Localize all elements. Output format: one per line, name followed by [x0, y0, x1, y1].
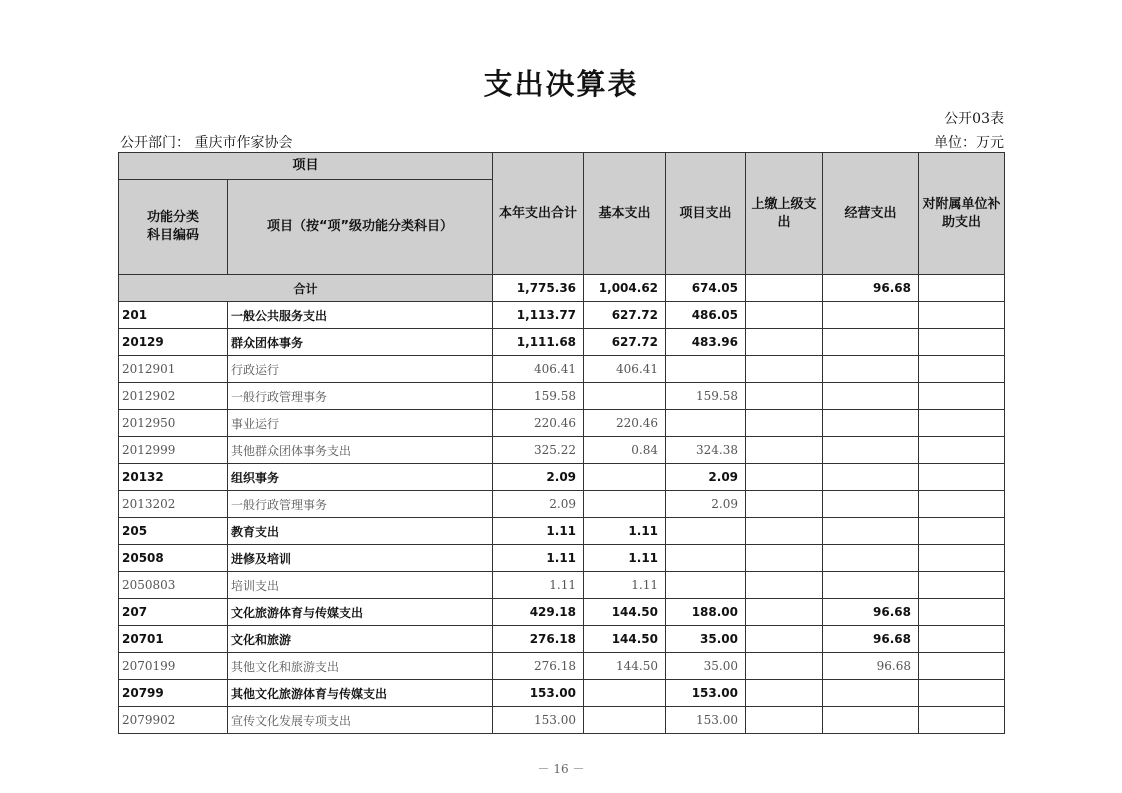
table-row [119, 545, 1005, 572]
row-total: 276.18 [493, 626, 584, 653]
row-upper [746, 356, 823, 383]
row-upper [746, 626, 823, 653]
row-code: 2012950 [119, 410, 228, 437]
row-basic: 1.11 [584, 572, 666, 599]
row-subsidy [919, 518, 1005, 545]
total-project: 674.05 [666, 275, 746, 302]
row-business [823, 491, 919, 518]
row-project [666, 356, 746, 383]
row-name: 宣传文化发展专项支出 [228, 707, 493, 734]
row-total: 220.46 [493, 410, 584, 437]
row-total: 153.00 [493, 680, 584, 707]
table-row [119, 356, 1005, 383]
row-name: 文化和旅游 [228, 626, 493, 653]
row-name: 一般公共服务支出 [228, 302, 493, 329]
header-total: 本年支出合计 [493, 153, 584, 275]
row-project [666, 545, 746, 572]
row-code: 20129 [119, 329, 228, 356]
table-row [119, 626, 1005, 653]
row-project [666, 518, 746, 545]
row-project: 324.38 [666, 437, 746, 464]
row-upper [746, 572, 823, 599]
row-upper [746, 653, 823, 680]
row-upper [746, 599, 823, 626]
table-row [119, 383, 1005, 410]
table-row [119, 302, 1005, 329]
row-business [823, 329, 919, 356]
row-business [823, 680, 919, 707]
row-code: 20701 [119, 626, 228, 653]
row-subsidy [919, 437, 1005, 464]
row-code: 20508 [119, 545, 228, 572]
total-row [119, 275, 1005, 302]
header-name: 项目（按“项”级功能分类科目） [228, 180, 493, 275]
row-upper [746, 518, 823, 545]
row-basic: 1.11 [584, 518, 666, 545]
row-subsidy [919, 545, 1005, 572]
total-upper [746, 275, 823, 302]
row-basic: 144.50 [584, 599, 666, 626]
row-subsidy [919, 491, 1005, 518]
row-total: 429.18 [493, 599, 584, 626]
row-basic [584, 707, 666, 734]
row-business [823, 707, 919, 734]
row-code: 2070199 [119, 653, 228, 680]
row-basic: 406.41 [584, 356, 666, 383]
row-upper [746, 707, 823, 734]
row-total: 1.11 [493, 545, 584, 572]
row-total: 2.09 [493, 491, 584, 518]
row-total: 276.18 [493, 653, 584, 680]
row-upper [746, 491, 823, 518]
row-basic: 1.11 [584, 545, 666, 572]
row-basic [584, 491, 666, 518]
row-business: 96.68 [823, 626, 919, 653]
row-project: 153.00 [666, 707, 746, 734]
row-business [823, 356, 919, 383]
row-business [823, 518, 919, 545]
row-total: 325.22 [493, 437, 584, 464]
row-name: 进修及培训 [228, 545, 493, 572]
row-upper [746, 680, 823, 707]
row-project: 2.09 [666, 464, 746, 491]
header-business: 经营支出 [823, 153, 919, 275]
table-row [119, 410, 1005, 437]
row-basic [584, 464, 666, 491]
row-business [823, 464, 919, 491]
total-total: 1,775.36 [493, 275, 584, 302]
row-business [823, 437, 919, 464]
row-business [823, 572, 919, 599]
table-row [119, 437, 1005, 464]
row-code: 2012901 [119, 356, 228, 383]
row-subsidy [919, 356, 1005, 383]
row-name: 其他文化旅游体育与传媒支出 [228, 680, 493, 707]
row-basic: 144.50 [584, 653, 666, 680]
department-label: 公开部门： 重庆市作家协会 [120, 135, 293, 151]
row-code: 207 [119, 599, 228, 626]
row-total: 1,111.68 [493, 329, 584, 356]
row-subsidy [919, 626, 1005, 653]
row-code: 2012902 [119, 383, 228, 410]
row-upper [746, 464, 823, 491]
form-number: 公开03表 [944, 111, 1004, 127]
row-name: 文化旅游体育与传媒支出 [228, 599, 493, 626]
table-row [119, 653, 1005, 680]
row-total: 1,113.77 [493, 302, 584, 329]
row-code: 201 [119, 302, 228, 329]
row-subsidy [919, 383, 1005, 410]
row-project: 159.58 [666, 383, 746, 410]
row-subsidy [919, 329, 1005, 356]
row-total: 159.58 [493, 383, 584, 410]
row-name: 其他文化和旅游支出 [228, 653, 493, 680]
row-total: 1.11 [493, 572, 584, 599]
row-upper [746, 545, 823, 572]
row-project: 153.00 [666, 680, 746, 707]
header-subsidy: 对附属单位补助支出 [919, 153, 1005, 275]
row-business [823, 302, 919, 329]
row-name: 行政运行 [228, 356, 493, 383]
row-business: 96.68 [823, 653, 919, 680]
table-row [119, 491, 1005, 518]
row-basic: 0.84 [584, 437, 666, 464]
header-project-group: 项目 [119, 153, 493, 180]
table-row [119, 329, 1005, 356]
total-basic: 1,004.62 [584, 275, 666, 302]
row-business [823, 545, 919, 572]
row-project [666, 410, 746, 437]
table-row [119, 464, 1005, 491]
row-total: 153.00 [493, 707, 584, 734]
row-subsidy [919, 707, 1005, 734]
row-code: 20799 [119, 680, 228, 707]
header-code: 功能分类 科目编码 [119, 180, 228, 275]
row-name: 教育支出 [228, 518, 493, 545]
row-name: 一般行政管理事务 [228, 383, 493, 410]
row-project [666, 572, 746, 599]
total-label: 合计 [119, 275, 493, 302]
row-basic [584, 383, 666, 410]
row-project: 35.00 [666, 653, 746, 680]
header-upper: 上缴上级支出 [746, 153, 823, 275]
row-business [823, 383, 919, 410]
row-code: 2079902 [119, 707, 228, 734]
total-subsidy [919, 275, 1005, 302]
row-code: 2013202 [119, 491, 228, 518]
row-code: 2012999 [119, 437, 228, 464]
row-project: 188.00 [666, 599, 746, 626]
row-total: 406.41 [493, 356, 584, 383]
table-row [119, 680, 1005, 707]
row-subsidy [919, 572, 1005, 599]
row-code: 205 [119, 518, 228, 545]
row-subsidy [919, 302, 1005, 329]
row-name: 事业运行 [228, 410, 493, 437]
row-basic: 144.50 [584, 626, 666, 653]
table-row [119, 572, 1005, 599]
expenditure-table [118, 152, 1005, 734]
row-upper [746, 437, 823, 464]
row-total: 2.09 [493, 464, 584, 491]
row-upper [746, 329, 823, 356]
row-name: 群众团体事务 [228, 329, 493, 356]
row-project: 35.00 [666, 626, 746, 653]
row-upper [746, 383, 823, 410]
header-basic: 基本支出 [584, 153, 666, 275]
row-subsidy [919, 653, 1005, 680]
row-name: 其他群众团体事务支出 [228, 437, 493, 464]
row-business [823, 410, 919, 437]
row-basic: 627.72 [584, 329, 666, 356]
row-subsidy [919, 410, 1005, 437]
row-name: 组织事务 [228, 464, 493, 491]
row-upper [746, 410, 823, 437]
unit-label: 单位：万元 [934, 135, 1004, 151]
row-business: 96.68 [823, 599, 919, 626]
table-row [119, 518, 1005, 545]
page-number: － 16 － [537, 762, 585, 776]
page-title: 支出决算表 [483, 67, 639, 101]
row-subsidy [919, 680, 1005, 707]
row-basic: 220.46 [584, 410, 666, 437]
row-project: 486.05 [666, 302, 746, 329]
row-project: 2.09 [666, 491, 746, 518]
row-upper [746, 302, 823, 329]
total-business: 96.68 [823, 275, 919, 302]
row-subsidy [919, 599, 1005, 626]
row-total: 1.11 [493, 518, 584, 545]
row-name: 一般行政管理事务 [228, 491, 493, 518]
row-basic: 627.72 [584, 302, 666, 329]
header-project: 项目支出 [666, 153, 746, 275]
table-row [119, 707, 1005, 734]
row-code: 20132 [119, 464, 228, 491]
row-code: 2050803 [119, 572, 228, 599]
row-project: 483.96 [666, 329, 746, 356]
row-name: 培训支出 [228, 572, 493, 599]
row-basic [584, 680, 666, 707]
row-subsidy [919, 464, 1005, 491]
table-row [119, 599, 1005, 626]
